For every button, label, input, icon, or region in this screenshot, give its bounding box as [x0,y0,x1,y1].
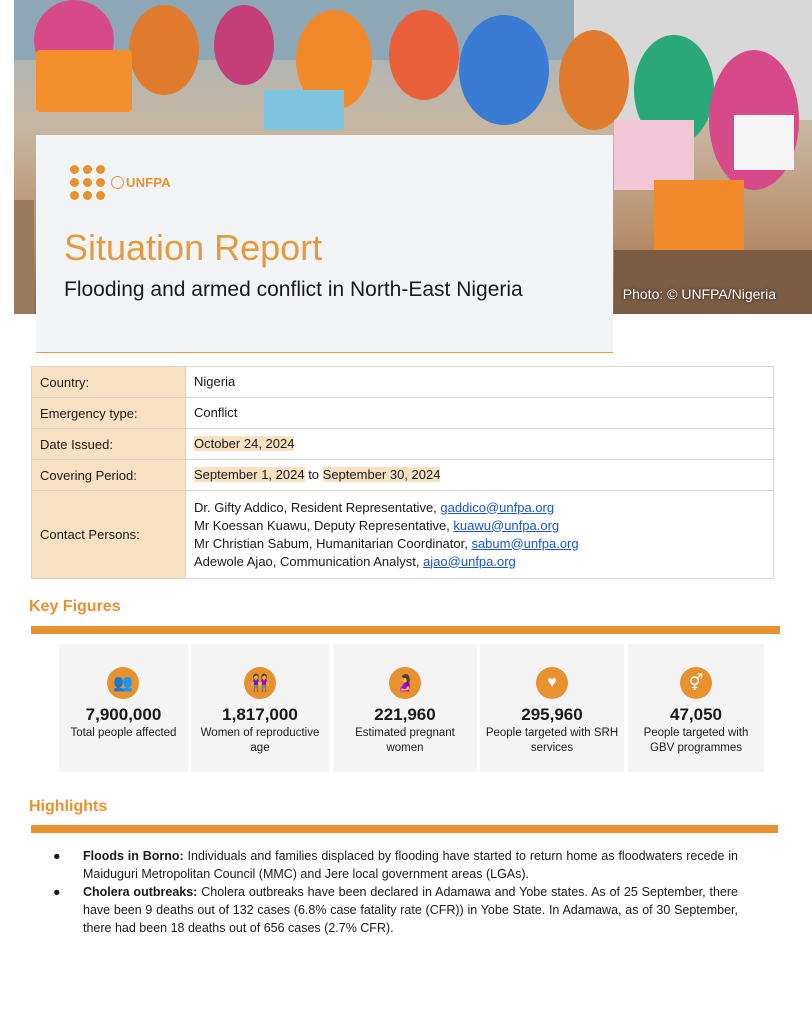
email-link[interactable]: gaddico@unfpa.org [440,499,555,515]
emergency-type-label: Emergency type: [32,398,186,429]
highlight-item [53,883,738,937]
contact-persons-label: Contact Persons: [32,491,186,579]
bullet-icon: ● [53,849,61,863]
report-info-table [31,366,774,579]
country-value: Nigeria [186,367,774,398]
row-date-issued [32,429,774,460]
highlights-list [53,847,738,937]
highlight-item [53,847,738,883]
photo-credit: Photo: © UNFPA/Nigeria [622,286,776,302]
figure-card [480,644,624,772]
contact-entry: Mr Christian Sabum, Humanitarian Coordinator, sabum@unfpa.org [194,535,579,551]
un-globe-icon [111,176,124,189]
key-figures-heading: Key Figures [29,598,121,615]
figure-card [628,644,764,772]
figure-value: 221,960 [374,705,436,724]
contact-entry: Dr. Gifty Addico, Resident Representative, gaddico@unfpa.org [194,499,555,515]
emergency-type-value: Conflict [186,398,774,429]
heart-hand-icon: ♥ [536,667,568,699]
people-group-icon: 👥 [107,667,139,699]
key-figures-divider [31,626,780,634]
highlights-heading: Highlights [29,798,108,815]
row-country [32,367,774,398]
gender-icon: ⚥ [680,667,712,699]
figure-card [59,644,188,772]
highlight-title: Cholera outbreaks: [83,885,198,899]
contact-entry: Adewole Ajao, Communication Analyst, ajao@unfpa.org [194,553,516,569]
figure-label: Women of reproductive age [200,727,320,754]
highlight-title: Floods in Borno: [83,849,184,863]
email-link[interactable]: kuawu@unfpa.org [453,517,560,533]
date-issued-value: October 24, 2024 [194,436,295,451]
figure-value: 47,050 [670,705,722,724]
row-emergency-type [32,398,774,429]
period-separator: to [304,467,323,482]
logo-text: UNFPA [126,174,171,190]
country-label: Country: [32,367,186,398]
contact-persons-list [186,491,774,579]
figure-label: People targeted with GBV programmes [643,727,749,754]
logo-wordmark [111,175,171,190]
highlights-divider [31,825,778,833]
title-card [36,135,613,353]
logo-dots-icon [70,165,105,200]
report-title: Situation Report [64,227,323,268]
report-subtitle: Flooding and armed conflict in North-East Nigeria [64,278,523,301]
row-covering-period [32,460,774,491]
highlight-text: Cholera outbreaks have been declared in Adamawa and Yobe states. As of 25 September, there have been 9 deaths out of 132 cases (6.8% case fatality rate (CFR)) in Yobe State. In Adamawa, as of 30 September, there had been 18 deaths out of 656 cases (2.7% CFR). [83,885,738,935]
period-end: September 30, 2024 [322,467,441,482]
period-start: September 1, 2024 [194,467,305,482]
covering-period-label: Covering Period: [32,460,186,491]
pregnant-woman-icon: 🤰 [389,667,421,699]
contact-entry: Mr Koessan Kuawu, Deputy Representative, kuawu@unfpa.org [194,517,560,533]
figure-value: 1,817,000 [222,705,298,724]
row-contact-persons [32,491,774,579]
figure-label: Total people affected [70,727,177,739]
date-issued-label: Date Issued: [32,429,186,460]
women-icon: 👭 [244,667,276,699]
email-link[interactable]: sabum@unfpa.org [471,535,579,551]
figure-label: Estimated pregnant women [355,727,455,754]
highlight-text: Individuals and families displaced by flooding have started to return home as floodwaters recede in Maiduguri Metropolitan Council (MMC) and Jere local government areas (LGAs). [83,849,738,881]
figure-label: People targeted with SRH services [485,727,619,754]
bullet-icon: ● [53,885,61,899]
figure-card [333,644,477,772]
figure-value: 295,960 [521,705,583,724]
email-link[interactable]: ajao@unfpa.org [423,553,516,569]
figure-card [191,644,329,772]
unfpa-logo [70,161,171,203]
figure-value: 7,900,000 [85,705,162,724]
